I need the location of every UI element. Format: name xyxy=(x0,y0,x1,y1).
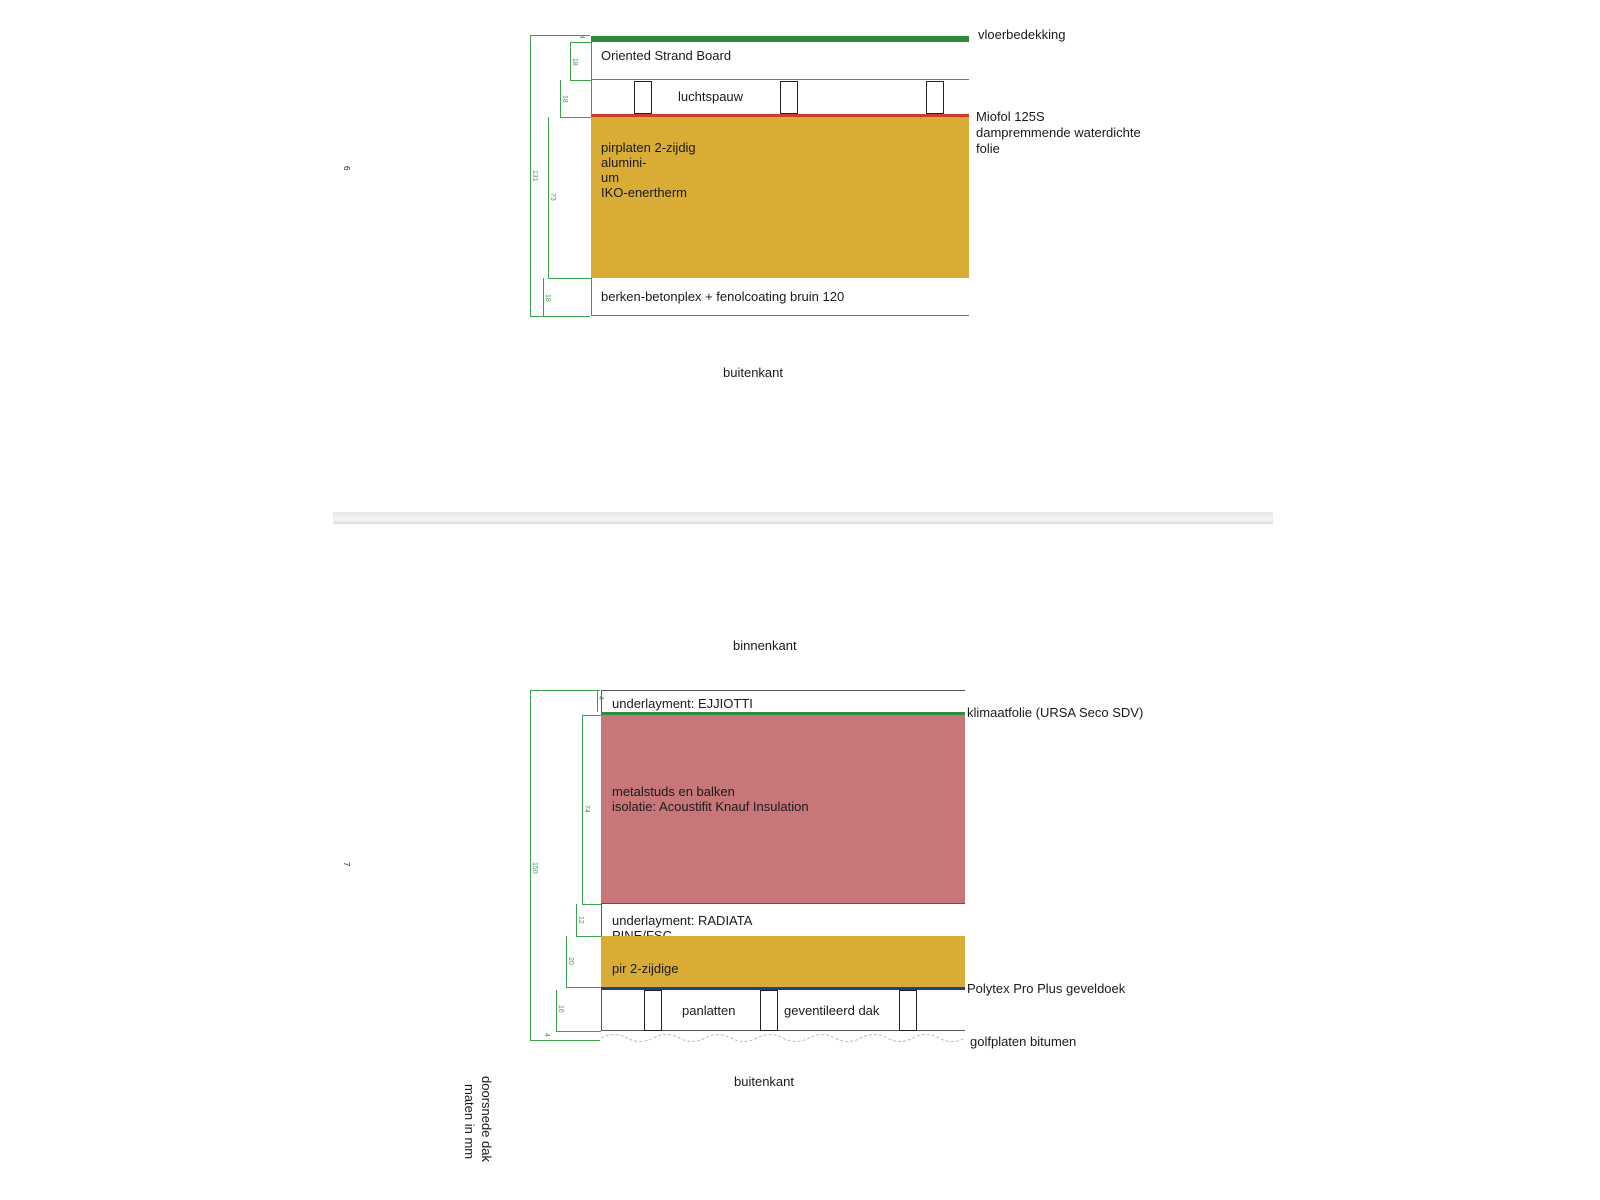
bottom-label-outside: buitenkant xyxy=(723,365,783,380)
caption-units: maten in mm xyxy=(462,1084,477,1160)
osb-label: Oriented Strand Board xyxy=(601,48,732,63)
pir-label: pir 2-zijdige xyxy=(612,961,679,976)
dimension-tick xyxy=(530,690,600,691)
dimension-osb-text: 18 xyxy=(571,58,578,66)
batten xyxy=(760,990,778,1031)
batten xyxy=(926,81,944,114)
polytex-label: Polytex Pro Plus geveldoek xyxy=(967,981,1126,996)
corrugated-bitumen-icon xyxy=(601,1031,965,1045)
air-cavity-label: luchtspauw xyxy=(678,89,744,104)
dimension-cavity-text: 18 xyxy=(561,95,568,103)
page-divider xyxy=(333,512,1273,524)
page-number-6: 6 xyxy=(342,166,351,171)
batten xyxy=(780,81,798,114)
bottom-label-outside: buitenkant xyxy=(734,1074,794,1089)
dimension-line-underlay1 xyxy=(597,690,598,712)
metal-studs-label: metalstuds en balken isolatie: Acoustifit Knauf Insulation xyxy=(612,784,809,814)
underlayment-1-label: underlayment: EJJIOTTI xyxy=(612,696,753,711)
batten xyxy=(634,81,652,114)
dimension-tick xyxy=(570,42,591,43)
dimension-tick xyxy=(576,936,601,937)
dimension-pir-text: 20 xyxy=(567,957,574,965)
dimension-insulation-text: 73 xyxy=(549,193,556,201)
dimension-tick xyxy=(530,316,590,317)
dimension-tick xyxy=(530,1040,600,1041)
dimension-underlay1-text: 4 xyxy=(597,696,604,700)
ventilated-roof-label: geventileerd dak xyxy=(784,1003,880,1018)
battens-label: panlatten xyxy=(682,1003,736,1018)
batten xyxy=(644,990,662,1031)
dimension-floor-text: 4 xyxy=(578,35,585,39)
bitumen-label: golfplaten bitumen xyxy=(970,1034,1077,1049)
dimension-plywood-text: 18 xyxy=(544,294,551,302)
dimension-total-text: 150 xyxy=(531,862,538,874)
dimension-total-text: 131 xyxy=(531,170,538,182)
top-label-inside: binnenkant xyxy=(733,638,797,653)
dimension-underlay2-text: 12 xyxy=(577,916,584,924)
dimension-tick xyxy=(566,987,601,988)
dimension-tick xyxy=(582,904,601,905)
dimension-tick xyxy=(556,1031,601,1032)
dimension-tick xyxy=(570,80,591,81)
dimension-battens-text: 16 xyxy=(557,1005,564,1013)
vapour-foil-label: Miofol 125S dampremmende waterdichte folie xyxy=(976,109,1141,156)
dimension-studs-text: 74 xyxy=(583,805,590,813)
batten xyxy=(899,990,917,1031)
underlayment-2-label: underlayment: RADIATA xyxy=(612,913,753,928)
climate-foil-label: klimaatfolie (URSA Seco SDV) xyxy=(967,705,1144,720)
plywood-label: berken-betonplex + fenolcoating bruin 120 xyxy=(601,289,845,304)
floor-covering-label: vloerbedekking xyxy=(978,27,1066,42)
dimension-tick xyxy=(548,278,591,279)
dimension-tick xyxy=(582,715,601,716)
caption-title: doorsnede dak xyxy=(479,1076,494,1163)
pir-insulation-label: pirplaten 2-zijdig alumini- um IKO-enertherm xyxy=(601,140,696,200)
dimension-tick xyxy=(560,117,591,118)
page-number-7: 7 xyxy=(342,862,351,867)
dimension-bitumen-text: 4 xyxy=(543,1033,550,1037)
